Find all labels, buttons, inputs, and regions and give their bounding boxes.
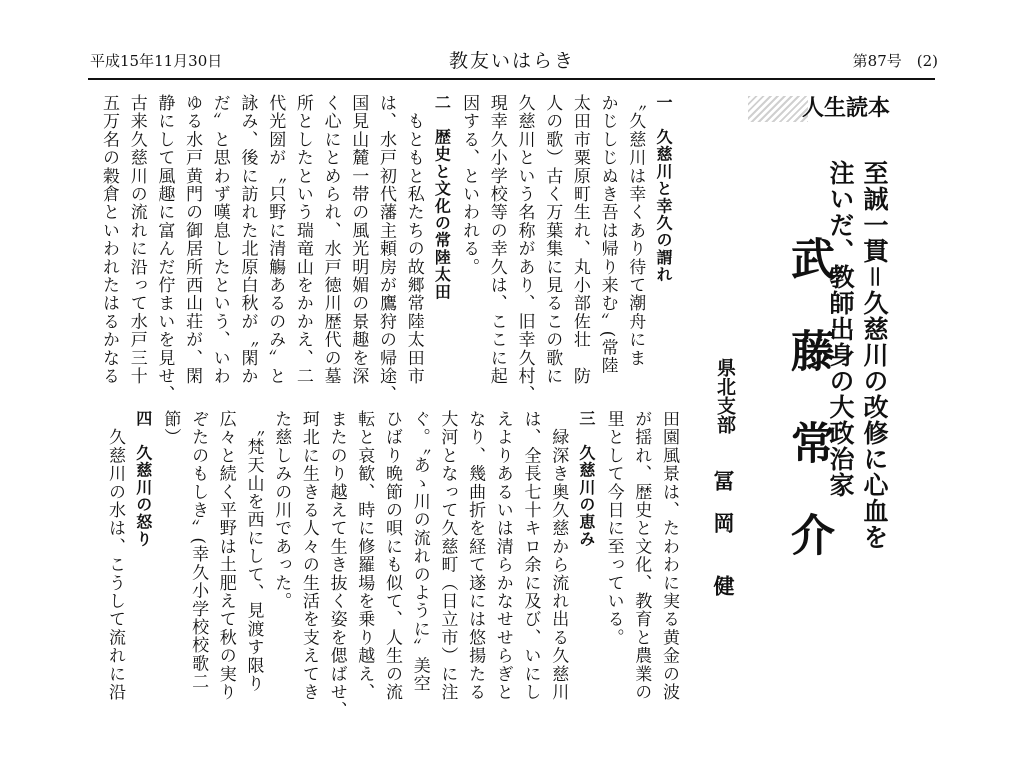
text-column: 〝梵天山を西にして、見渡す限り <box>243 410 264 693</box>
text-column: 太田市粟原町生れ、丸小部佐壮 防 <box>569 94 590 386</box>
text-column: だ〟と思わず嘆息したという、いわ <box>209 94 230 386</box>
text-column: 現幸久小学校等の幸久は、ここに起 <box>486 94 507 386</box>
section-heading: 四 久慈川の怒り <box>133 410 153 548</box>
text-column: 里として今日に至っている。 <box>603 410 624 647</box>
text-column: 因する、といわれる。 <box>459 94 480 276</box>
issue-date: 平成15年11月30日 <box>90 52 223 70</box>
text-column: またのり越えて生き抜く姿を偲ばせ、 <box>326 410 347 720</box>
text-column: 久慈川の水は、こうして流れに沿 <box>105 410 125 702</box>
text-column: く心にとめられ、水戸徳川歴代の墓 <box>320 94 341 386</box>
text-column: 人の歌）古く万葉集に見るこの歌に <box>542 94 563 386</box>
text-column: が揺れ、歴史と文化、教育と農業の <box>631 410 652 702</box>
text-column: ぐ。〝あゝ川の流れのように〟美空 <box>409 410 430 693</box>
text-column: 代光圀が〝只野に清觴あるのみ〟と <box>265 94 286 386</box>
text-column: 広々と続く平野は土肥えて秋の実り <box>215 410 236 702</box>
header-rule <box>88 78 935 80</box>
text-column: 〝久慈川は幸くあり待て潮舟にま <box>625 94 646 367</box>
section-heading: 一 久慈川と幸久の謂れ <box>654 94 673 284</box>
text-column: 五万名の穀倉といわれたはるかなる <box>99 94 119 386</box>
text-column: 詠み、後に訪れた北原白秋が〝閑か <box>237 94 258 386</box>
text-column: た慈しみの川であった。 <box>271 410 292 611</box>
issue-number: 第87号 (2) <box>852 52 938 70</box>
text-column: ひばり晩節の唄にも似て、人生の流 <box>382 410 402 702</box>
text-column: ゆる水戸黄門の御居所西山荘が、閑 <box>182 94 203 386</box>
text-column: 田園風景は、たわわに実る黄金の波 <box>659 410 679 702</box>
author-branch: 県北支部 <box>714 358 736 434</box>
publication-title: 教友いはらき <box>448 50 575 72</box>
text-column: 静にして風趣に富んだ佇まいを見せ、 <box>154 94 175 404</box>
text-column: 珂北に生きる人々の生活を支えてき <box>298 410 319 702</box>
text-column: 転と哀歓、時に修羅場を乗り越え、 <box>354 410 375 702</box>
text-column: 大河となって久慈町（日立市）に注 <box>437 410 458 702</box>
section-heading: 三 久慈川の恵み <box>576 410 596 548</box>
column-banner: 人生読本 <box>801 96 890 121</box>
text-column: もともと私たちの故郷常陸太田市 <box>403 94 424 386</box>
text-column: 国見山麓一帯の風光明媚の景趣を深 <box>348 94 369 386</box>
text-column: ぞたのもしき〟(幸久小学校校歌二 <box>188 410 209 691</box>
text-column: は、水戸初代藩主頼房が鷹狩の帰途、 <box>376 94 396 404</box>
text-column: 久慈川という名称があり、旧幸久村、 <box>514 94 535 404</box>
subtitle-line-1: 至誠一貫＝久慈川の改修に心血を <box>860 160 889 551</box>
text-column: 古来久慈川の流れに沿って水戸三十 <box>126 94 147 386</box>
section-heading: 二 歴史と文化の常陸太田 <box>432 94 452 301</box>
author-name: 冨 岡 健 <box>711 470 735 596</box>
text-column: は、全長七十キロ余に及び、いにし <box>520 410 541 702</box>
subtitle-line-2: 注いだ、教師出身の大政治家 <box>826 160 855 498</box>
text-column: 節） <box>160 410 181 447</box>
text-column: 所としたという瑞竜山をかかえ、二 <box>292 94 313 386</box>
text-column: なり、幾曲折を経て遂には悠揚たる <box>465 410 486 702</box>
text-column: かじしじぬき吾は帰り来む〟(常陸 <box>597 94 618 375</box>
text-column: えよりあるいは清らかなせせらぎと <box>492 410 513 702</box>
subject-name: 武藤常介 <box>783 236 834 604</box>
text-column: 緑深き奥久慈から流れ出る久慈川 <box>548 410 569 702</box>
